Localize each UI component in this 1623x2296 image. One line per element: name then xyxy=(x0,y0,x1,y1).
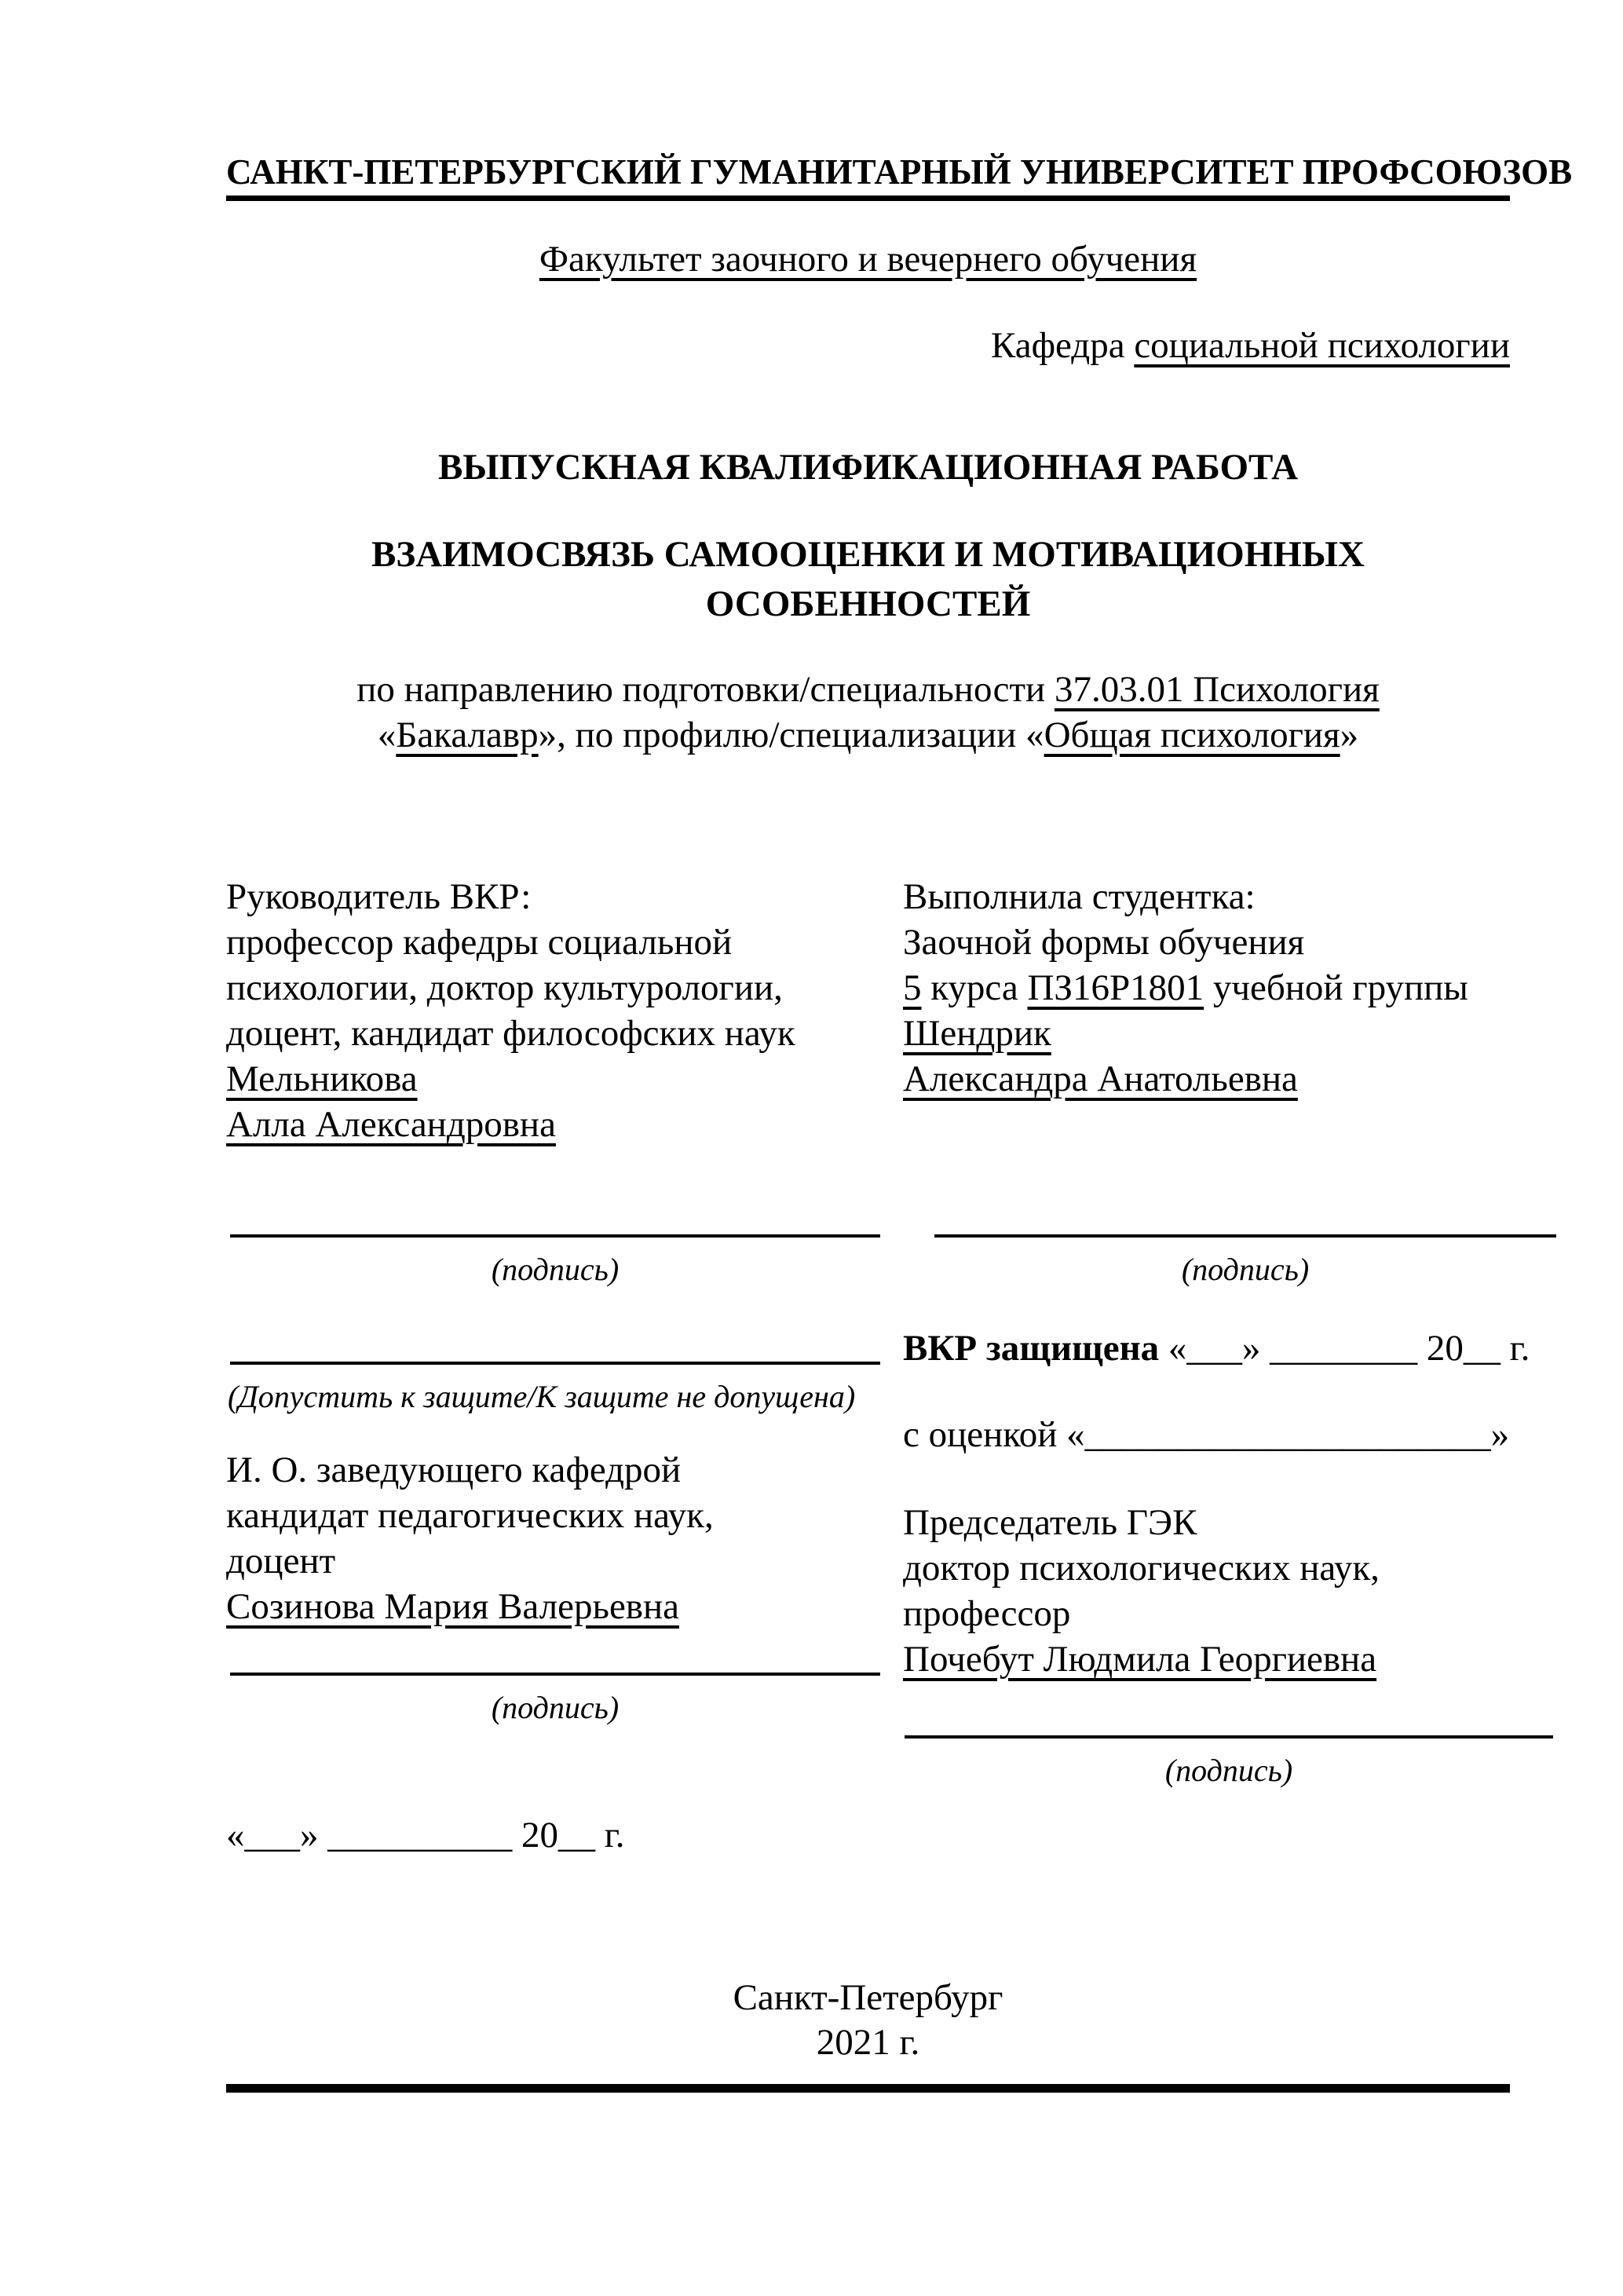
university-name: САНКТ-ПЕТЕРБУРГСКИЙ ГУМАНИТАРНЫЙ УНИВЕРСИТЕТ ПРОФСОЮЗОВ xyxy=(226,152,1510,201)
admission-line xyxy=(230,1362,880,1365)
signature-caption: (подпись) xyxy=(491,1252,620,1287)
thesis-title-line1: ВЗАИМОСВЯЗЬ САМООЦЕНКИ И МОТИВАЦИОННЫХ xyxy=(371,534,1365,575)
student-surname xyxy=(903,1011,1594,1056)
signature-caption: (подпись) xyxy=(491,1690,620,1725)
defense-date-blank: «___» ________ 20__ г. xyxy=(1159,1328,1530,1369)
chairman-degree-line: доктор психологических наук, xyxy=(903,1548,1380,1589)
chairman-title-line: профессор xyxy=(903,1593,1071,1634)
specialty-prefix: по направлению подготовки/специальности xyxy=(356,669,1046,710)
head-name-text: Созинова Мария Валерьевна xyxy=(226,1586,680,1627)
department-head-block xyxy=(226,1447,903,1629)
profile-line xyxy=(226,712,1510,758)
chairman-block xyxy=(903,1500,1594,1682)
department-name: социальной психологии xyxy=(1134,325,1510,366)
specialty-line xyxy=(226,667,1510,712)
thesis-title-line2: ОСОБЕННОСТЕЙ xyxy=(705,583,1031,624)
advisor-title-line2: психологии, доктор культурологии, xyxy=(226,967,783,1008)
faculty-line xyxy=(226,236,1510,282)
head-title-line: доцент xyxy=(226,1541,336,1581)
thesis-title xyxy=(226,530,1510,629)
advisor-title-line1: профессор кафедры социальной xyxy=(226,922,733,963)
faculty-name: Факультет заочного и вечернего обучения xyxy=(539,239,1197,280)
student-group: ПЗ16Р1801 xyxy=(1027,967,1204,1008)
student-name xyxy=(903,1056,1594,1102)
grade-line: с оценкой «______________________» xyxy=(903,1414,1510,1455)
department-label: Кафедра xyxy=(991,325,1125,366)
student-block xyxy=(903,874,1594,1102)
advisor-block xyxy=(226,874,903,1147)
student-course-rest: учебной группы xyxy=(1204,967,1468,1008)
city-line: Санкт-Петербург xyxy=(733,1977,1003,2018)
student-role-line: Выполнила студентка: xyxy=(903,876,1256,917)
year-line: 2021 г. xyxy=(816,2022,920,2063)
degree-name: Бакалавр xyxy=(396,715,539,755)
signature-caption: (подпись) xyxy=(1181,1252,1310,1287)
student-name-text: Александра Анатольевна xyxy=(903,1058,1298,1099)
advisor-surname xyxy=(226,1056,903,1102)
advisor-name xyxy=(226,1102,903,1147)
chairman-name-text: Почебут Людмила Георгиевна xyxy=(903,1639,1377,1680)
chairman-role-line: Председатель ГЭК xyxy=(903,1502,1197,1543)
work-type-title: ВЫПУСКНАЯ КВАЛИФИКАЦИОННАЯ РАБОТА xyxy=(437,447,1299,488)
signature-caption: (подпись) xyxy=(1164,1753,1293,1788)
advisor-surname-text: Мельникова xyxy=(226,1058,418,1099)
footer-block xyxy=(226,1976,1510,2065)
admission-date-line: «___» __________ 20__ г. xyxy=(226,1815,625,1855)
bottom-border-rule xyxy=(226,2084,1510,2093)
specialty-block xyxy=(226,667,1510,758)
specialty-code: 37.03.01 Психология xyxy=(1054,669,1380,710)
head-role-line: И. О. заведующего кафедрой xyxy=(226,1450,682,1490)
student-course-line xyxy=(903,965,1594,1011)
student-form-line: Заочной формы обучения xyxy=(903,922,1305,963)
student-course-number: 5 xyxy=(903,967,922,1008)
head-signature-line xyxy=(230,1673,880,1676)
department-line xyxy=(226,323,1510,368)
head-name xyxy=(226,1584,903,1629)
profile-name: Общая психология xyxy=(1044,715,1340,755)
profile-middle: », по профилю/специализации « xyxy=(538,715,1044,755)
advisor-title-line3: доцент, кандидат философских наук xyxy=(226,1013,795,1054)
defense-label: ВКР защищена xyxy=(903,1328,1160,1369)
advisor-role-line: Руководитель ВКР: xyxy=(226,876,532,917)
quote-open: « xyxy=(377,715,397,755)
admission-caption: (Допустить к защите/К защите не допущена) xyxy=(228,1379,856,1414)
chairman-signature-line xyxy=(905,1735,1553,1738)
advisor-name-text: Алла Александровна xyxy=(226,1104,556,1145)
defense-date-line xyxy=(903,1325,1530,1371)
student-course-mid: курса xyxy=(921,967,1028,1008)
student-signature-line xyxy=(934,1234,1556,1238)
advisor-signature-line xyxy=(230,1234,880,1238)
head-degree-line: кандидат педагогических наук, xyxy=(226,1495,714,1536)
chairman-name xyxy=(903,1636,1594,1682)
student-surname-text: Шендрик xyxy=(903,1013,1051,1054)
quote-close: » xyxy=(1340,715,1359,755)
